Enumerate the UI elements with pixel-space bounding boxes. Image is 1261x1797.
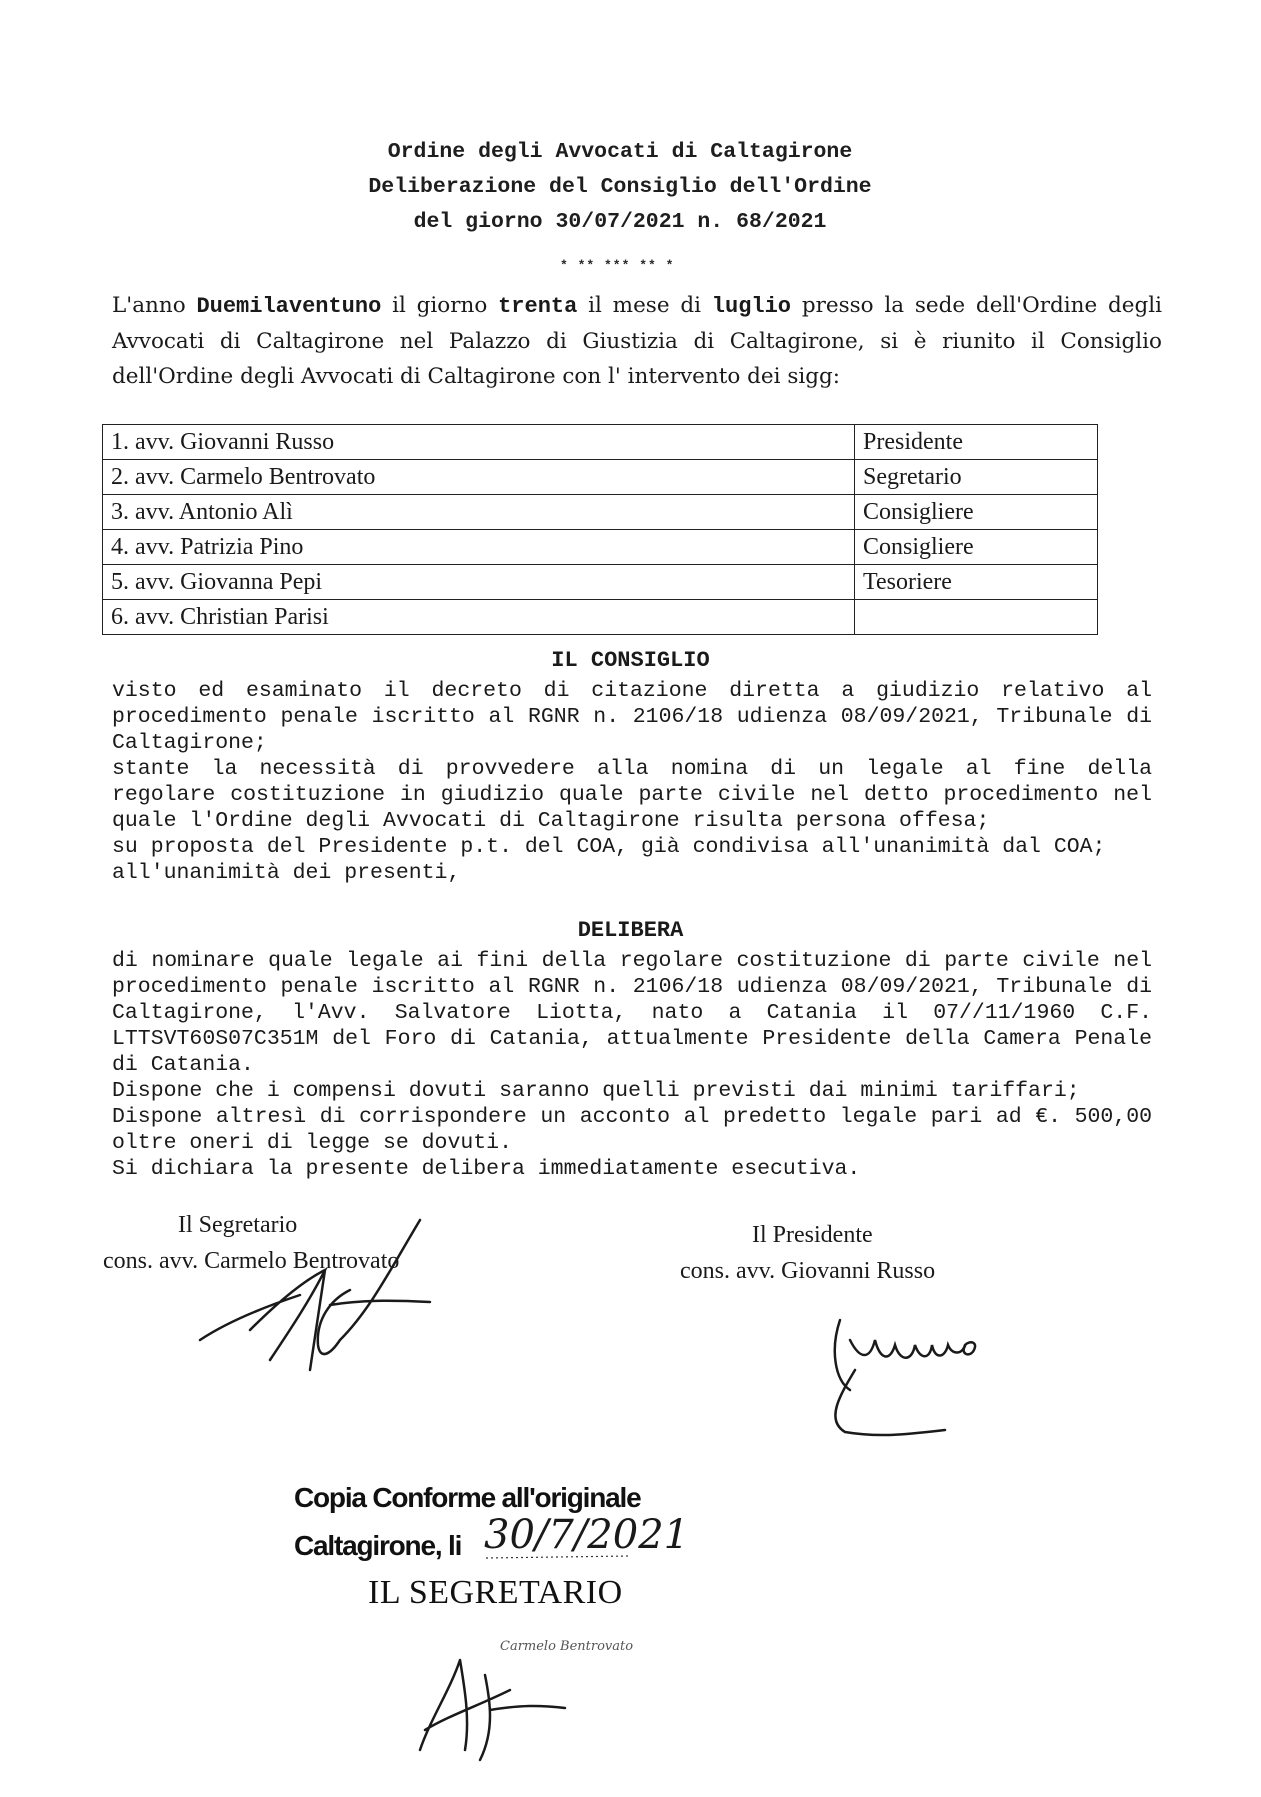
- member-role: Segretario: [855, 460, 1098, 495]
- member-name: 1. avv. Giovanni Russo: [103, 425, 855, 460]
- table-row: [103, 425, 1098, 460]
- delibera-body: [112, 948, 1152, 1182]
- delibera-paragraph: Si dichiara la presente delibera immediatamente esecutiva.: [112, 1157, 861, 1181]
- member-role: Consigliere: [855, 530, 1098, 565]
- header-deliberation: Deliberazione del Consiglio dell'Ordine: [368, 175, 872, 199]
- member-name: 2. avv. Carmelo Bentrovato: [103, 460, 855, 495]
- header-organization: Ordine degli Avvocati di Caltagirone: [387, 140, 853, 164]
- delibera-heading: DELIBERA: [577, 918, 684, 943]
- table-row: [103, 460, 1098, 495]
- consiglio-paragraph: all'unanimità dei presenti,: [112, 861, 461, 885]
- intro-day: trenta: [498, 294, 578, 319]
- table-row: [103, 565, 1098, 600]
- member-name: 5. avv. Giovanna Pepi: [103, 565, 855, 600]
- stamp-secretary-title: IL SEGRETARIO: [368, 1574, 623, 1611]
- secretary-title: Il Segretario: [178, 1212, 298, 1238]
- table-row: [103, 600, 1098, 635]
- stamp-place: Caltagirone, li: [294, 1530, 462, 1561]
- consiglio-heading: IL CONSIGLIO: [551, 648, 710, 673]
- separator-stars: * ** *** ** *: [560, 258, 675, 273]
- members-table: [102, 424, 1098, 635]
- intro-year: Duemilaventuno: [196, 294, 382, 319]
- member-role: Consigliere: [855, 495, 1098, 530]
- svg-text:Carmelo Bentrovato: Carmelo Bentrovato: [500, 1639, 634, 1654]
- consiglio-paragraph: visto ed esaminato il decreto di citazione diretta a giudizio relativo al procedimento penale iscritto al RGNR n. 2106/18 udienza 08/09/2021, Tribunale di Caltagirone;: [112, 679, 1152, 755]
- delibera-paragraph: di nominare quale legale ai fini della regolare costituzione di parte civile nel procedimento penale iscritto al RGNR n. 2106/18 udienza 08/09/2021, Tribunale di Caltagirone, l'Avv. Salvatore Liotta, nato a Catania il 07//11/1960 C.F. LTTSVT60S07C351M del Foro di Catania, attualmente Presidente della Camera Penale di Catania.: [112, 949, 1152, 1077]
- stamp-copy-conforme: Copia Conforme all'originale: [294, 1482, 641, 1513]
- member-name: 4. avv. Patrizia Pino: [103, 530, 855, 565]
- president-title: Il Presidente: [752, 1222, 873, 1248]
- intro-month: luglio: [711, 294, 792, 319]
- intro-paragraph: L'anno Duemilaventuno il giorno trenta il mese di luglio presso la sede dell'Ordine degli Avvocati di Caltagirone nel Palazzo di Giustizia di Caltagirone, si è riunito il Consiglio dell'Ordine degli Avvocati di Caltagirone con l' intervento dei sigg:: [112, 293, 1162, 389]
- member-role: Tesoriere: [855, 565, 1098, 600]
- member-role: [855, 600, 1098, 635]
- member-name: 3. avv. Antonio Alì: [103, 495, 855, 530]
- president-signature: [820, 1300, 1010, 1440]
- svg-text:30/7/2021: 30/7/2021: [484, 1512, 690, 1558]
- handwritten-date: [480, 1498, 690, 1568]
- delibera-paragraph: Dispone altresì di corrispondere un acconto al predetto legale pari ad €. 500,00 oltre oneri di legge se dovuti.: [112, 1105, 1152, 1155]
- secretary-name: cons. avv. Carmelo Bentrovato: [103, 1248, 400, 1274]
- delibera-paragraph: Dispone che i compensi dovuti saranno quelli previsti dai minimi tariffari;: [112, 1079, 1080, 1103]
- consiglio-paragraph: stante la necessità di provvedere alla nomina di un legale al fine della regolare costituzione in giudizio quale parte civile nel detto procedimento nel quale l'Ordine degli Avvocati di Caltagirone risulta persona offesa;: [112, 757, 1152, 833]
- member-name: 6. avv. Christian Parisi: [103, 600, 855, 635]
- consiglio-paragraph: su proposta del Presidente p.t. del COA, già condivisa all'unanimità dal COA;: [112, 835, 1106, 859]
- consiglio-body: [112, 678, 1152, 886]
- secretary-signature: [190, 1210, 450, 1380]
- stamp-signature: [390, 1620, 634, 1770]
- table-row: [103, 530, 1098, 565]
- member-role: Presidente: [855, 425, 1098, 460]
- header-date-number: del giorno 30/07/2021 n. 68/2021: [413, 210, 827, 234]
- table-row: [103, 495, 1098, 530]
- president-name: cons. avv. Giovanni Russo: [680, 1258, 936, 1284]
- document-header: [330, 135, 910, 240]
